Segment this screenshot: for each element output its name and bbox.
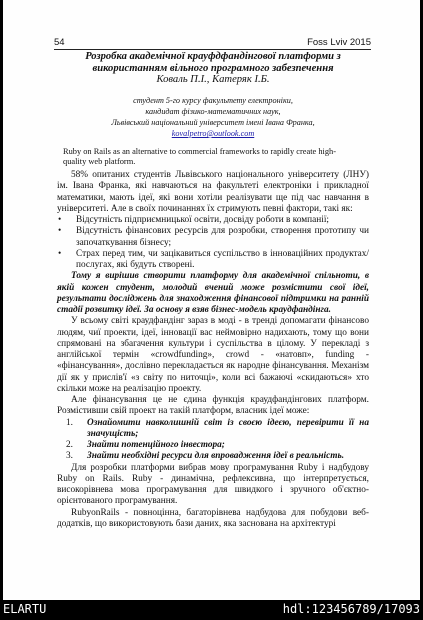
page-header [54,37,371,50]
numbered-item: 3. Знайти необхідні ресурси для впровадження ідеї в реальність. [66,451,345,462]
bullet-symbol: • [58,226,62,237]
email-link[interactable]: kovalpetro@outlook.com [171,129,255,138]
document-page [3,0,420,600]
affiliation-block [51,95,375,139]
numbered-item: 1. Ознайомити навколишній світ із своєю ідеєю, перевірити її на значущість; [66,417,369,439]
bullet-symbol: • [58,248,62,259]
bullet-item: • Відсутність підприємницької освіти, досвіду роботи в компанії; [58,215,329,225]
bullet-item: • Страх перед тим, чи зацікавиться суспільство в інноваційних продуктах/послугах, які будуть створені. [58,248,369,270]
affiliation-line-1: студент 5-го курсу факультету електроніки, [133,96,293,105]
numbered-list [57,418,369,463]
paragraph-ruby: Для розробки платформи вибрав мову програмування Ruby і надбудову Ruby on Rails. Ruby - динамічна, рефлексивна, що інтерпретується, високорівнева мова програмування для швидкого і зручного об'єктно-орієнтованого програмування. [57,462,369,507]
bullet-list [57,215,369,271]
affiliation-line-2: кандидат фізико-математичних наук, [145,107,281,116]
paper-authors: Коваль П.І., Катеряк І.Б. [156,74,270,85]
affiliation-line-3: Львівський національний університет імені Івана Франка, [111,118,315,127]
repository-name: ELARTU [3,602,47,616]
page-number: 54 [54,37,65,48]
viewer-footer [0,600,423,620]
abstract: Ruby on Rails as an alternative to commercial frameworks to rapidly create high-quality web platform. [63,147,337,167]
paragraph-crowdfunding: У всьому світі краудфандінг зараз в моді - в тренді допомагати фінансово людям, чиї проекти, ідеї, інновації вас неймовірно надихають, тому що вони спрямовані на збагачення культури і суспільства в цілому. У перекладі з англійської термін «crowdfunding», crowd - «натовп», funding - «фінансування», дослівно перекладається як народне фінансування. Механізм дії як у прислів'ї «з світу по ниточці», коли всі бажаючі «скидаються» хто скільки може на реалізацію проекту. [57,316,369,394]
paper-title: Розробка академічної крауфдфандінгової платформи з використанням вільного програмного забезпечення [85,51,341,75]
conference-name: Foss Lviv 2015 [307,37,371,48]
handle-identifier: hdl:123456789/17093 [282,602,420,616]
paragraph-platform-goal: Тому я вирішив створити платформу для академічної спільноти, в якій кожен студент, молодий вчений може розмістити свої ідеї, результати досліджень для знаходження фінансової підтримки на ранній стадії розвитку ідеї. За основу я взяв бізнес-модель краудфандінга. [57,271,369,315]
bullet-symbol: • [58,215,62,225]
paragraph-rails: RubyonRails - повноцінна, багаторівнева надбудова для побудови веб-додатків, що використовують бази даних, яка заснована на архітектурі [57,507,369,529]
paragraph-functions: Але фінансування це не єдина функція краудфандінгових платформ. Розмістивши свій проект на такій платформ, власник ідеї може: [57,395,369,417]
numbered-item: 2. Знайти потенційного інвестора; [66,440,225,450]
bullet-item: • Відсутність фінансових ресурсів для розробки, створення прототипу чи започаткування бізнесу; [58,226,369,248]
paragraph-intro: 58% опитаних студентів Львівського національного університету (ЛНУ) ім. Івана Франка, які навчаються на факультеті електроніки і прикладної математики, мають ідеї, які вони хотіли реалізувати ще під час навчання в університеті. Але в своїх починаннях їх стримують певні фактори, такі як: [57,170,369,214]
body-text [57,170,369,530]
